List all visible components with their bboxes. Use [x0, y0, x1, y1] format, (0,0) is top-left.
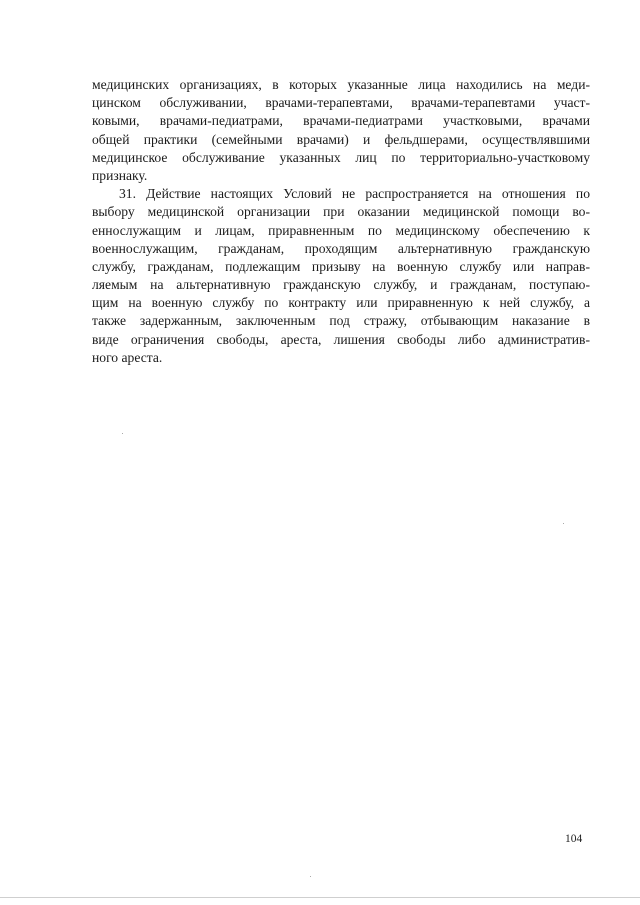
- scan-speck: [310, 876, 311, 877]
- text-line: ляемым на альтернативную гражданскую службу, и гражданам, поступаю-: [92, 277, 590, 293]
- page-number: 104: [565, 833, 583, 845]
- text-line: 31. Действие настоящих Условий не распространяется на отношения по: [119, 186, 590, 202]
- text-line: виде ограничения свободы, ареста, лишения свободы либо административ-: [92, 331, 590, 347]
- text-line: медицинское обслуживание указанных лиц по территориально-участковому: [92, 149, 590, 165]
- text-line: службу, гражданам, подлежащим призыву на военную службу или направ-: [92, 258, 590, 274]
- text-line: выбору медицинской организации при оказании медицинской помощи во-: [92, 204, 590, 220]
- scan-speck: [122, 433, 123, 434]
- text-line: щим на военную службу по контракту или приравненную к ней службу, а: [92, 295, 590, 311]
- text-line: признаку.: [92, 167, 148, 183]
- text-line: общей практики (семейными врачами) и фельдшерами, осуществлявшими: [92, 131, 590, 147]
- text-line: еннослужащим и лицам, приравненным по медицинскому обеспечению к: [92, 222, 590, 238]
- body-text: [92, 76, 590, 367]
- text-line: ного ареста.: [92, 349, 163, 365]
- text-line: цинском обслуживании, врачами-терапевтами, врачами-терапевтами участ-: [92, 95, 590, 111]
- text-line: военнослужащим, гражданам, проходящим альтернативную гражданскую: [92, 240, 590, 256]
- scan-edge-rule: [0, 897, 640, 898]
- text-line: ковыми, врачами-педиатрами, врачами-педиатрами участковыми, врачами: [92, 113, 590, 129]
- text-line: также задержанным, заключенным под стражу, отбывающим наказание в: [92, 313, 590, 329]
- scan-speck: [563, 523, 564, 524]
- text-line: медицинских организациях, в которых указанные лица находились на меди-: [92, 77, 590, 92]
